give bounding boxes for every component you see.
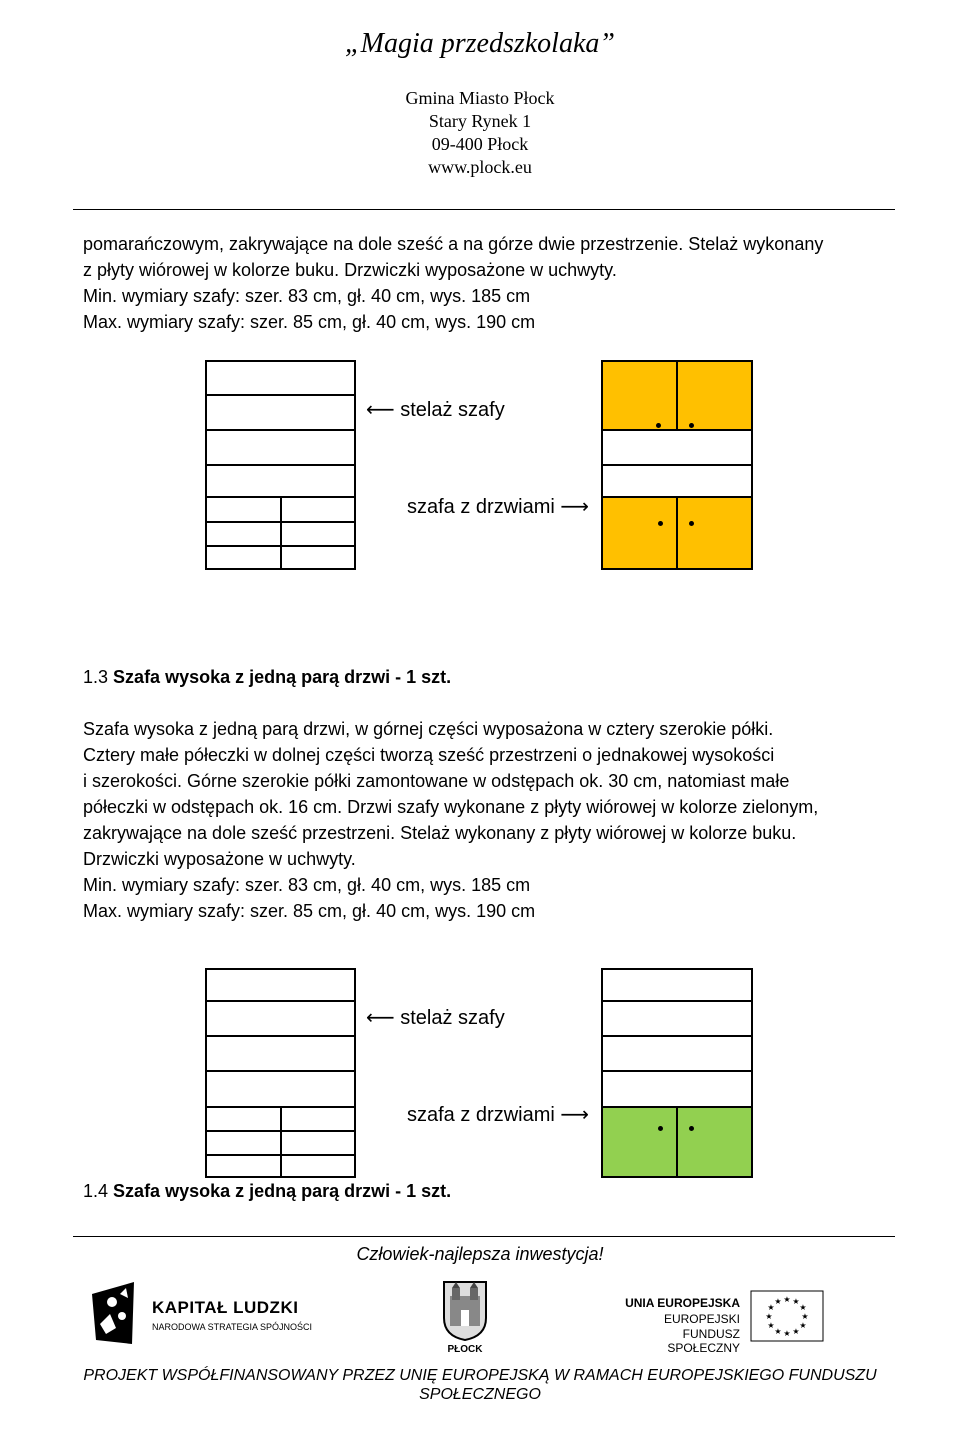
section-title: Szafa wysoka z jedną parą drzwi - 1 szt. <box>113 1181 452 1201</box>
svg-text:★: ★ <box>767 1321 775 1330</box>
shelf-line <box>601 1035 753 1037</box>
desc-line-3: i szerokości. Górne szerokie półki zamontowane w odstępach ok. 30 cm, natomiast małe <box>83 771 790 791</box>
logo-kl-subtitle: NARODOWA STRATEGIA SPÓJNOŚCI <box>152 1322 313 1332</box>
logo-ue-line-3: FUNDUSZ SPOŁECZNY <box>667 1327 740 1355</box>
eu-flag-icon <box>750 1290 824 1342</box>
plock-logo <box>440 1278 490 1358</box>
project-funding-note <box>0 1366 960 1404</box>
plock-coat-of-arms-icon <box>440 1278 490 1342</box>
divider-line <box>280 1106 282 1178</box>
shelf-line <box>601 1070 753 1072</box>
shelf-line <box>205 1000 356 1002</box>
door-handle-icon <box>689 1126 694 1131</box>
svg-text:★: ★ <box>799 1321 807 1330</box>
min-dimensions: Min. wymiary szafy: szer. 83 cm, gł. 40 cm, wys. 185 cm <box>83 875 531 895</box>
kapital-ludzki-emblem-icon <box>90 1280 140 1350</box>
shelf-line <box>205 464 356 466</box>
door-handle-icon <box>689 423 694 428</box>
door-handle-icon <box>658 521 663 526</box>
logo-plock-label: PŁOCK <box>447 1344 483 1355</box>
desc-line-5: zakrywające na dole sześć przestrzeni. Stelaż wykonany z płyty wiórowej w kolorze buku. <box>83 823 797 843</box>
shelf-line <box>205 429 356 431</box>
logo-kl-title: KAPITAŁ LUDZKI <box>152 1298 299 1317</box>
svg-text:★: ★ <box>767 1303 775 1312</box>
svg-text:★: ★ <box>774 1297 782 1306</box>
svg-text:★: ★ <box>783 1295 791 1304</box>
door-split-line <box>676 1106 678 1178</box>
svg-text:★: ★ <box>774 1327 782 1336</box>
shelf-line <box>205 1070 356 1072</box>
address-line-3: 09-400 Płock <box>431 134 529 154</box>
project-line-2: SPOŁECZNEGO <box>419 1386 541 1403</box>
section-heading <box>83 667 451 688</box>
section-title: Szafa wysoka z jedną parą drzwi - 1 szt. <box>113 667 452 687</box>
document-title: „Magia przedszkolaka” <box>345 28 615 59</box>
eu-logo <box>614 1290 834 1355</box>
frame-label: ⟵ stelaż szafy <box>366 399 505 421</box>
door-handle-icon <box>689 521 694 526</box>
section-number: 1.4 <box>83 1181 109 1201</box>
door-split-line <box>676 496 678 570</box>
intro-max-dimensions: Max. wymiary szafy: szer. 85 cm, gł. 40 cm, wys. 190 cm <box>83 312 536 332</box>
desc-line-2: Cztery małe półeczki w dolnej części tworzą sześć przestrzeni o jednakowej wysokości <box>83 745 775 765</box>
shelf-line <box>601 464 753 466</box>
divider-line <box>280 496 282 570</box>
intro-line-2: z płyty wiórowej w kolorze buku. Drzwiczki wyposażone w uchwyty. <box>83 260 617 280</box>
svg-text:★: ★ <box>765 1312 773 1321</box>
address-line-1: Gmina Miasto Płock <box>405 88 555 108</box>
footer-divider <box>73 1236 895 1237</box>
frame-label: ⟵ stelaż szafy <box>366 1007 505 1029</box>
desc-line-1: Szafa wysoka z jedną parą drzwi, w górnej części wyposażona w cztery szerokie półki. <box>83 719 774 739</box>
max-dimensions: Max. wymiary szafy: szer. 85 cm, gł. 40 cm, wys. 190 cm <box>83 901 536 921</box>
shelf-line <box>205 394 356 396</box>
shelf-line <box>601 1000 753 1002</box>
section-number: 1.3 <box>83 667 109 687</box>
svg-text:★: ★ <box>801 1312 809 1321</box>
shelf-line <box>205 1035 356 1037</box>
intro-min-dimensions: Min. wymiary szafy: szer. 83 cm, gł. 40 cm, wys. 185 cm <box>83 286 531 306</box>
kapital-ludzki-logo <box>90 1280 330 1350</box>
header-divider <box>73 209 895 210</box>
svg-text:★: ★ <box>799 1303 807 1312</box>
project-line-1: PROJEKT WSPÓŁFINANSOWANY PRZEZ UNIĘ EUROPEJSKĄ W RAMACH EUROPEJSKIEGO FUNDUSZU <box>83 1367 877 1384</box>
desc-line-6: Drzwiczki wyposażone w uchwyty. <box>83 849 356 869</box>
door-handle-icon <box>656 423 661 428</box>
svg-text:★: ★ <box>792 1327 800 1336</box>
section-heading <box>83 1181 451 1202</box>
address-line-2: Stary Rynek 1 <box>428 111 532 131</box>
desc-line-4: półeczki w odstępach ok. 16 cm. Drzwi szafy wykonane z płyty wiórowej w kolorze zielonym, <box>83 797 819 817</box>
door-handle-icon <box>658 1126 663 1131</box>
svg-text:★: ★ <box>792 1297 800 1306</box>
door-split-line <box>676 360 678 430</box>
doors-label: szafa z drzwiami ⟶ <box>407 1104 590 1126</box>
logo-ue-line-1: UNIA EUROPEJSKA <box>625 1296 740 1310</box>
address-link[interactable]: www.plock.eu <box>428 157 532 177</box>
doors-label: szafa z drzwiami ⟶ <box>407 496 590 518</box>
footer-slogan: Człowiek-najlepsza inwestycja! <box>356 1244 604 1264</box>
svg-text:★: ★ <box>783 1329 791 1338</box>
intro-line-1: pomarańczowym, zakrywające na dole sześć a na górze dwie przestrzenie. Stelaż wykonany <box>83 234 824 254</box>
logo-ue-line-2: EUROPEJSKI <box>663 1312 740 1326</box>
